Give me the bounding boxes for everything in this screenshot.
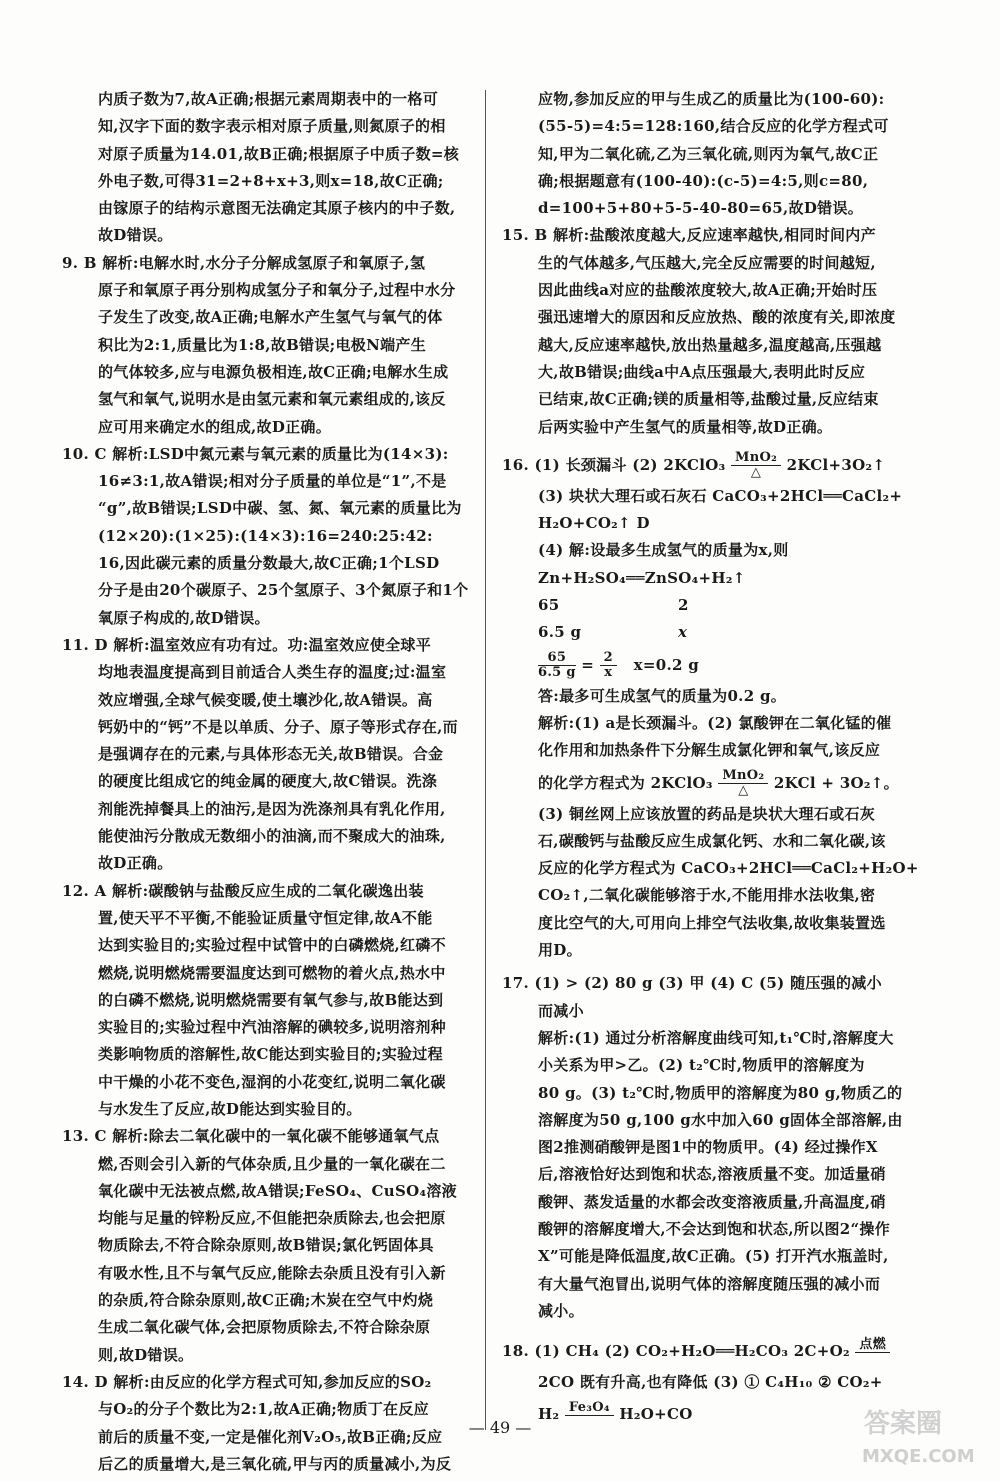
left-line: 原子和氧原子再分别构成氢分子和氧分子,过程中水分 [98,281,456,300]
left-line: 钙奶中的“钙”不是以单质、分子、原子等形式存在,而 [98,717,458,736]
q17-line: 80 g。(3) t₂℃时,物质甲的溶解度为80 g,物质乙的 [538,1083,903,1102]
q14-15-block [502,86,922,441]
left-line: 13. C 解析:除去二氧化碳中的一氧化碳不能够通氧气点 [62,1127,440,1146]
q16-explain-3-start: 的化学方程式为 2KClO₃ [538,773,713,792]
left-line: 知,汉字下面的数字表示相对原子质量,则氮原子的相 [98,117,446,136]
q18-answer-start: 18. (1) CH₄ (2) CO₂+H₂O══H₂CO₃ 2C+O₂ [502,1342,850,1361]
left-line: (12×20):(1×25):(14×3):16=240:25:42: [98,526,433,545]
watermark-logo [856,1392,976,1472]
right-line: d=100+5+80+5-5-40-80=65,故D错误。 [538,199,864,218]
left-line: 燃,否则会引入新的气体杂质,且少量的一氧化碳在二 [98,1154,446,1173]
q17-line: 减小。 [538,1301,584,1320]
ignition-label: 点燃 [855,1338,890,1353]
left-line: 氧化碳中无法被点燃,故A错误;FeSO₄、CuSO₄溶液 [98,1181,457,1200]
watermark-sub: MXQE.COM [862,1446,975,1467]
left-line: 前后的质量不变,一定是催化剂V₂O₅,故B正确;反应 [98,1427,443,1446]
left-line: 内质子数为7,故A正确;根据元素周期表中的一格可 [98,90,439,108]
q17-line: X”可能是降低温度,故C正确。(5) 打开汽水瓶盖时, [538,1247,889,1266]
right-line: 应物,参加反应的甲与生成乙的质量比为(100-60): [538,90,885,108]
q18-reactant-h2: H₂ [538,1405,560,1424]
right-line: 因此曲线a对应的盐酸浓度较大,故A正确;开始时压 [538,281,878,300]
q18-line-1 [502,1333,922,1369]
fraction-b-bottom: x [604,665,613,681]
left-line: 11. D 解析:温室效应有功有过。功:温室效应使全球平 [62,635,432,654]
column-divider [485,90,486,1430]
fe3o4-label: Fe₃O₄ [565,1401,614,1416]
q17-line: 解析:(1) 通过分析溶解度曲线可知,t₁℃时,溶解度大 [538,1028,894,1047]
left-line: 子发生了改变,故A正确;电解水产生氢气与氧气的体 [98,308,443,327]
right-line: 知,甲为二氧化硫,乙为三氧化硫,则丙为氧气,故C正 [538,144,879,163]
reaction-arrow-mno2-2 [718,769,768,798]
left-line: 12. A 解析:碳酸钠与盐酸反应生成的二氧化碳逸出装 [62,881,424,900]
q16-explain-7: CO₂↑,二氧化碳能够溶于水,不能用排水法收集,密 [538,886,876,905]
q17-line: 后,溶液恰好达到饱和状态,溶液质量不变。加适量硝 [538,1165,886,1184]
left-line: 的硬度比组成它的纯金属的硬度大,故C错误。洗涤 [98,772,438,791]
right-line: 生的气体越多,气压越大,完全反应需要的时间越短, [538,253,876,272]
left-line: 物质除去,不符合除杂原则,故B错误;氯化钙固体具 [98,1236,434,1255]
q16-answer-start: 16. (1) 长颈漏斗 (2) 2KClO₃ [502,455,726,474]
left-line: 应可用来确定水的组成,故D正确。 [98,417,332,436]
left-line: 均能与足量的锌粉反应,不但能把杂质除去,也会把原 [98,1209,446,1228]
q16-line-3: H₂O+CO₂↑ D [538,514,650,533]
left-line: 积比为2:1,质量比为1:8,故B错误;电极N端产生 [98,335,426,354]
q17-line: 酸钾、蒸发适量的水都会改变溶液质量,升高温度,硝 [538,1192,886,1211]
zn-molar-mass: 65 [538,596,560,615]
right-line: (55-5)=4:5=128:160,结合反应的化学方程式可 [538,117,889,136]
heat-symbol: △ [750,465,762,481]
left-line: 的杂质,符合除杂原则,故C正确;木炭在空气中灼烧 [98,1291,434,1310]
right-column [502,86,922,1432]
fraction-a-top: 65 [538,651,576,666]
q18-products: H₂O+CO [619,1405,693,1424]
q17-line: 而减小 [538,1001,584,1020]
q16-line-2: (3) 块状大理石或石灰石 CaCO₃+2HCl══CaCl₂+ [538,486,903,505]
left-line: 实验目的;实验过程中汽油溶解的碘较多,说明溶剂种 [98,1018,446,1037]
q16-explain-2: 化作用和加热条件下分解生成氯化钾和氧气,该反应 [538,741,881,760]
left-line: 达到实验目的;实验过程中试管中的白磷燃烧,红磷不 [98,936,446,955]
left-line: 是强调存在的元素,与具体形态无关,故B错误。合金 [98,745,444,764]
left-line: “g”,故B错误;LSD中碳、氢、氮、氧元素的质量比为 [98,499,462,518]
q17-line: 有大量气泡冒出,说明气体的溶解度随压强的减小而 [538,1274,881,1293]
left-line: 由镓原子的结构示意图无法确定其原子核内的中子数, [98,199,456,218]
left-line: 的白磷不燃烧,说明燃烧需要有氧气参与,故B能达到 [98,990,444,1009]
left-line: 14. D 解析:由反应的化学方程式可知,参加反应的SO₂ [62,1372,432,1391]
q18-line-2: 2CO 既有升高,也有降低 (3) ① C₄H₁₀ ② CO₂+ [538,1373,883,1392]
q16-explain-3-end: 2KCl + 3O₂↑。 [773,773,899,792]
left-line: 均地表温度提高到目前适合人类生存的温度;过:温室 [98,663,447,682]
right-line: 确;根据题意有(100-40):(c-5)=4:5,则c=80, [538,171,869,190]
left-line: 与O₂的分子个数比为2:1,故A正确;物质丁在反应 [98,1400,429,1419]
left-line: 后乙的质量增大,是三氧化硫,甲与丙的质量减小,为反 [98,1454,452,1473]
q17-line: 小关系为甲>乙。(2) t₂℃时,物质甲的溶解度为 [538,1056,865,1075]
left-line: 对原子质量为14.01,故B正确;根据原子中质子数=核 [98,144,460,163]
left-line: 燃烧,说明燃烧需要温度达到可燃物的着火点,热水中 [98,963,446,982]
q17-line: 溶解度为50 g,100 g水中加入60 g固体全部溶解,由 [538,1110,903,1129]
q16-result: x=0.2 g [633,655,700,674]
left-line: 9. B 解析:电解水时,水分子分解成氢原子和氧原子,氢 [62,253,426,272]
q16-mass-row-1 [502,592,922,619]
left-line: 与水发生了反应,故D能达到实验目的。 [98,1099,362,1118]
reaction-arrow-mno2 [731,451,781,480]
q16-proportion: $\frac{65}{6.5 g}$ = $\frac{2}{x}$ x=0.2 g [538,650,700,681]
right-line: 越大,反应速率越快,放出热量越多,温度越高,压强越 [538,335,882,354]
q16-explain-6: 反应的化学方程式为 CaCO₃+2HCl══CaCl₂+H₂O+ [538,859,919,878]
q16-explain-9: 用D。 [538,941,582,960]
q16-explain-4: (3) 铜丝网上应该放置的药品是块状大理石或石灰 [538,804,876,823]
h2-mass-variable: x [678,623,688,642]
fraction-b-top: 2 [600,651,617,666]
left-line: 的气体较多,应与电源负极相连,故C正确;电解水生成 [98,362,449,381]
left-line: 效应增强,全球气候变暖,使土壤沙化,故A错误。高 [98,690,433,709]
watermark-main: 答案圈 [864,1409,943,1439]
h2-molar-mass: 2 [678,596,689,615]
left-line: 10. C 解析:LSD中氮元素与氧元素的质量比为(14×3): [62,444,449,463]
catalyst-label: MnO₂ [731,451,781,466]
q16-mass-row-2 [502,619,922,646]
left-line: 置,使天平不平衡,不能验证质量守恒定律,故A不能 [98,908,433,927]
left-line: 外电子数,可得31=2+8+x+3,则x=18,故C正确; [98,171,444,190]
left-line: 故D错误。 [98,226,173,245]
right-line: 15. B 解析:盐酸浓度越大,反应速率越快,相同时间内产 [502,226,876,245]
left-line: 氧原子构成的,故D错误。 [98,608,270,627]
q16-block [502,447,922,964]
right-line: 大,故B错误;曲线a中A点压强最大,表明此时反应 [538,362,866,381]
fraction-a-bottom: 6.5 g [538,665,576,681]
left-column [62,86,474,1478]
q16-products: 2KCl+3O₂↑ [786,455,886,474]
q16-equation: Zn+H₂SO₄══ZnSO₄+H₂↑ [538,568,746,587]
q16-explain-8: 度比空气的大,可用向上排空气法收集,故收集装置选 [538,913,886,932]
q16-explain-5: 石,碳酸钙与盐酸反应生成氯化钙、水和二氧化碳,该 [538,831,886,850]
right-line: 后两实验中产生氢气的质量相等,故D正确。 [538,417,833,436]
left-line: 中干燥的小花不变色,湿润的小花变红,说明二氧化碳 [98,1072,446,1091]
q16-answer: 答:最多可生成氢气的质量为0.2 g。 [538,686,787,705]
left-line: 氢气和氧气,说明水是由氢元素和氧元素组成的,该反 [98,390,446,409]
left-line: 分子是由20个碳原子、25个氢原子、3个氮原子和1个 [98,581,469,600]
fraction-a [538,651,576,680]
q16-explain-3 [502,765,922,801]
left-line: 有吸水性,且不与氧气反应,能除去杂质且没有引入新 [98,1263,446,1282]
left-line: 16≠3:1,故A错误;相对分子质量的单位是“1”,不是 [98,472,447,491]
heat-symbol-2: △ [738,783,749,799]
page-number: — 49 — [468,1418,532,1437]
catalyst-label-2: MnO₂ [718,769,768,784]
left-line: 16,因此碳元素的质量分数最大,故C正确;1个LSD [98,554,440,573]
left-line: 能使油污分散成无数细小的油滴,而不聚成大的油珠, [98,827,446,846]
q17-line: 17. (1) > (2) 80 g (3) 甲 (4) C (5) 随压强的减小 [502,974,882,993]
right-line: 已结束,故C正确;镁的质量相等,盐酸过量,反应结束 [538,390,879,409]
q16-line-4: (4) 解:设最多生成氢气的质量为x,则 [538,541,789,560]
left-line: 剂能洗掉餐具上的油污,是因为洗涤剂具有乳化作用, [98,799,446,818]
q17-line: 酸钾的溶解度增大,不会达到饱和状态,所以图2“操作 [538,1219,891,1238]
q16-line-1 [502,447,922,483]
ignition-arrow [855,1338,890,1367]
zn-mass: 6.5 g [538,623,582,642]
fraction-b [600,651,617,680]
q17-block [502,970,922,1325]
left-line: 故D正确。 [98,854,173,873]
right-line: 强迅速增大的原因和反应放热、酸的浓度有关,即浓度 [538,308,896,327]
left-line: 类影响物质的溶解性,故C能达到实验目的;实验过程 [98,1045,443,1064]
q17-line: 图2推测硝酸钾是图1中的物质甲。(4) 经过操作X [538,1138,878,1157]
left-line: 则,故D错误。 [98,1345,194,1364]
left-line: 生成二氧化碳气体,会把原物质除去,不符合除杂原 [98,1318,431,1337]
q16-explain-1: 解析:(1) a是长颈漏斗。(2) 氯酸钾在二氧化锰的催 [538,713,892,732]
